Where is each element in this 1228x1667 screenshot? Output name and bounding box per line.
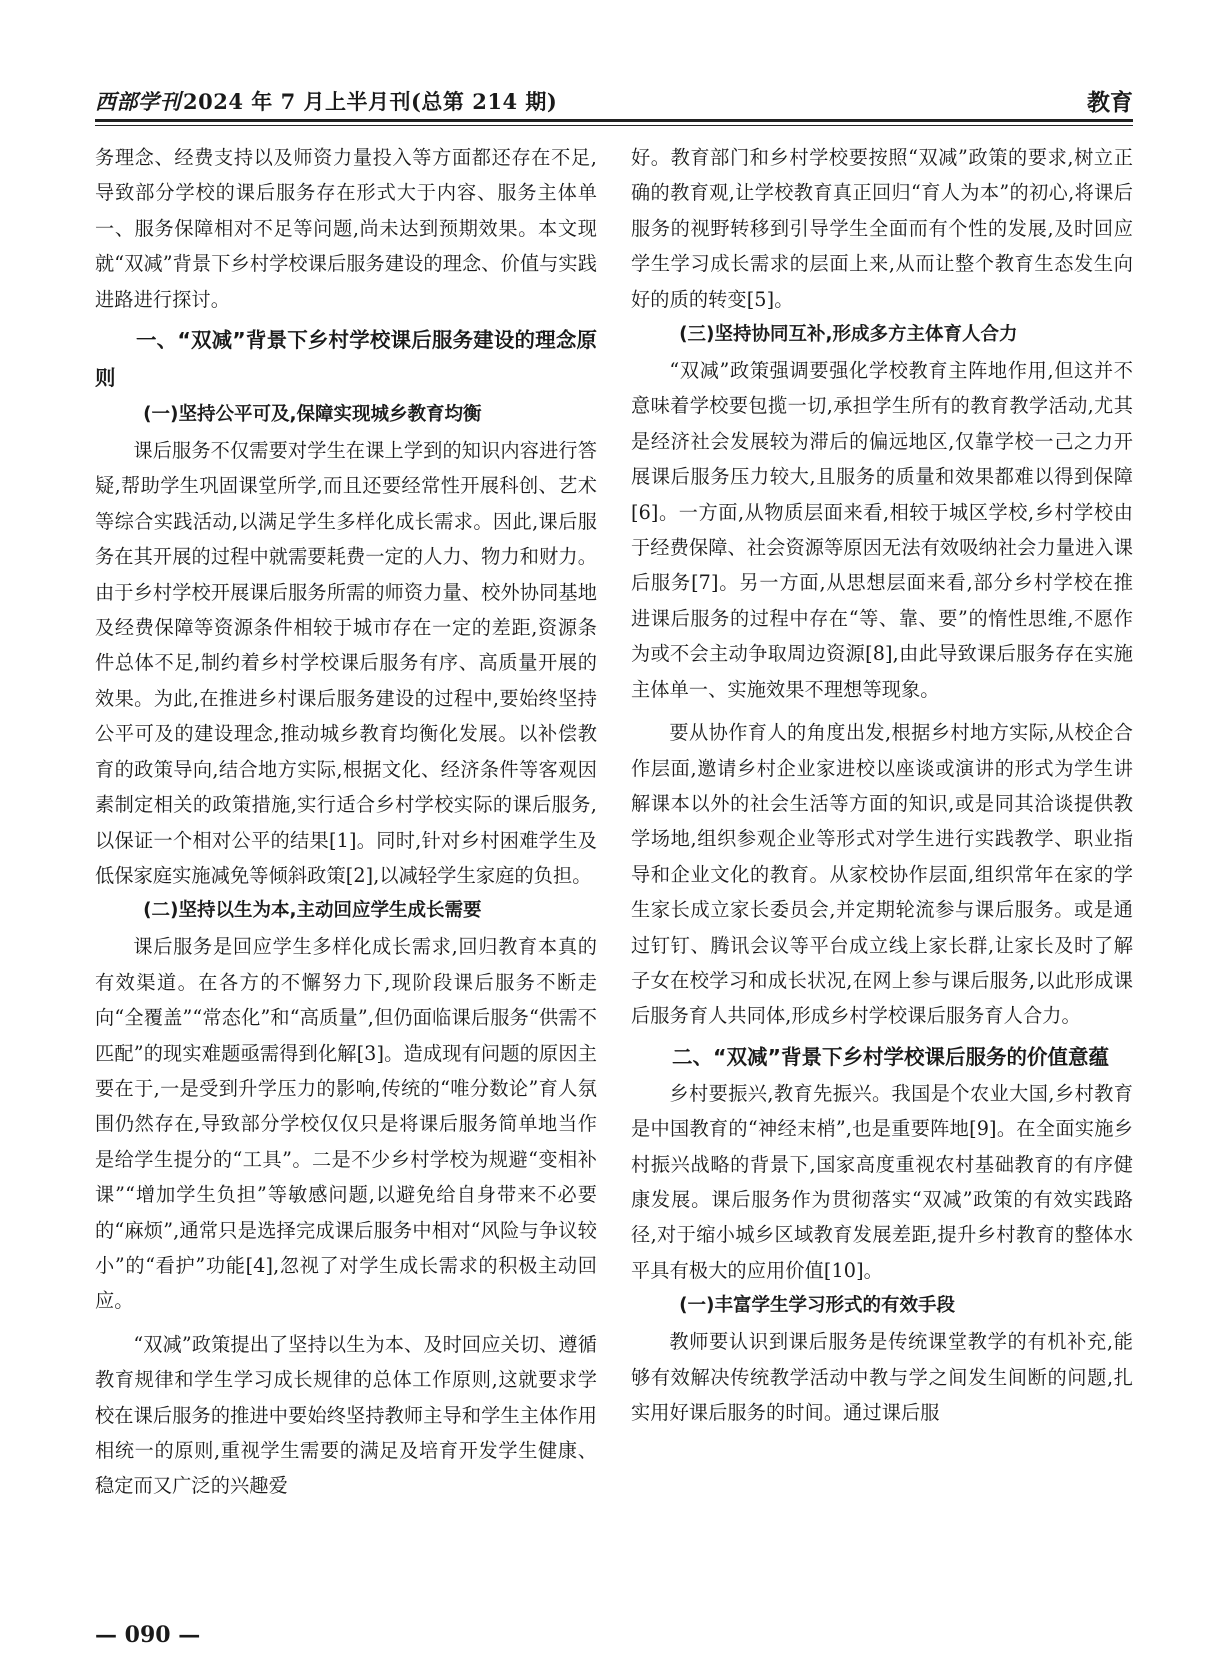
page-number: — 090 — xyxy=(95,1622,201,1648)
paragraph-intro: 务理念、经费支持以及师资力量投入等方面都还存在不足,导致部分学校的课后服务存在形式大于内容、服务主体单一、服务保障相对不足等问题,尚未达到预期效果。本文现就“双减”背景下乡村学校课后服务建设的理念、价值与实践进路进行探讨。 xyxy=(95,146,597,311)
paragraph-continued: 好。教育部门和乡村学校要按照“双减”政策的要求,树立正确的教育观,让学校教育真正回归“育人为本”的初心,将课后服务的视野转移到引导学生全面而有个性的发展,及时回应学生学习成长需求的层面上来,从而让整个教育生态发生向好的质的转变[5]。 xyxy=(631,146,1133,311)
journal-issue-line xyxy=(95,86,557,116)
journal-logo: 西部学刊 xyxy=(95,89,181,114)
paragraph: 课后服务是回应学生多样化成长需求,回归教育本真的有效渠道。在各方的不懈努力下,现阶段课后服务不断走向“全覆盖”“常态化”和“高质量”,但仍面临课后服务“供需不匹配”的现实难题亟需得到化解[3]。造成现有问题的原因主要在于,一是受到升学压力的影响,传统的“唯分数论”育人氛围仍然存在,导致部分学校仅仅只是将课后服务简单地当作是给学生提分的“工具”。二是不少乡村学校为规避“变相补课”“增加学生负担”等敏感问题,以避免给自身带来不必要的“麻烦”,通常只是选择完成课后服务中相对“风险与争议较小”的“看护”功能[4],忽视了对学生成长需求的积极主动回应。 xyxy=(95,935,597,1313)
section-heading-2: 二、“双减”背景下乡村学校课后服务的价值意蕴 xyxy=(672,1044,1109,1069)
left-column xyxy=(95,140,597,1610)
subheading-2-1: (一)丰富学生学习形式的有效手段 xyxy=(679,1295,956,1317)
paragraph: 教师要认识到课后服务是传统课堂教学的有机补充,能够有效解决传统教学活动中教与学之间发生间断的问题,扎实用好课后服务的时间。通过课后服 xyxy=(631,1330,1133,1424)
paragraph: “双减”政策强调要强化学校教育主阵地作用,但这并不意味着学校要包揽一切,承担学生所有的教育教学活动,尤其是经济社会发展较为滞后的偏远地区,仅靠学校一己之力开展课后服务压力较大,且服务的质量和效果都难以得到保障[6]。一方面,从物质层面来看,相较于城区学校,乡村学校由于经费保障、社会资源等原因无法有效吸纳社会力量进入课后服务[7]。另一方面,从思想层面来看,部分乡村学校在推进课后服务的过程中存在“等、靠、要”的惰性思维,不愿作为或不会主动争取周边资源[8],由此导致课后服务存在实施主体单一、实施效果不理想等现象。 xyxy=(631,359,1133,701)
header-rule-thick xyxy=(95,119,1133,122)
section-heading-1: 一、“双减”背景下乡村学校课后服务建设的理念原则 xyxy=(95,328,597,391)
right-column xyxy=(631,140,1133,1610)
subheading-1-2: (二)坚持以生为本,主动回应学生成长需要 xyxy=(143,900,482,922)
issue-info: 2024 年 7 月上半月刊(总第 214 期) xyxy=(183,89,558,114)
header-rule-thin xyxy=(95,125,1133,126)
paragraph: 课后服务不仅需要对学生在课上学到的知识内容进行答疑,帮助学生巩固课堂所学,而且还要经常性开展科创、艺术等综合实践活动,以满足学生多样化成长需求。因此,课后服务在其开展的过程中就需要耗费一定的人力、物力和财力。由于乡村学校开展课后服务所需的师资力量、校外协同基地及经费保障等资源条件相较于城市存在一定的差距,资源条件总体不足,制约着乡村学校课后服务有序、高质量开展的效果。为此,在推进乡村课后服务建设的过程中,要始终坚持公平可及的建设理念,推动城乡教育均衡化发展。以补偿教育的政策导向,结合地方实际,根据文化、经济条件等客观因素制定相关的政策措施,实行适合乡村学校实际的课后服务,以保证一个相对公平的结果[1]。同时,针对乡村困难学生及低保家庭实施减免等倾斜政策[2],以减轻学生家庭的负担。 xyxy=(95,439,597,887)
paragraph: “双减”政策提出了坚持以生为本、及时回应关切、遵循教育规律和学生学习成长规律的总体工作原则,这就要求学校在课后服务的推进中要始终坚持教师主导和学生主体作用相统一的原则,重视学生需要的满足及培育开发学生健康、稳定而又广泛的兴趣爱 xyxy=(95,1332,597,1498)
subheading-1-3: (三)坚持协同互补,形成多方主体育人合力 xyxy=(679,324,1018,346)
paragraph: 乡村要振兴,教育先振兴。我国是个农业大国,乡村教育是中国教育的“神经末梢”,也是重要阵地[9]。在全面实施乡村振兴战略的背景下,国家高度重视农村基础教育的有序健康发展。课后服务作为贯彻落实“双减”政策的有效实践路径,对于缩小城乡区域教育发展差距,提升乡村教育的整体水平具有极大的应用价值[10]。 xyxy=(631,1081,1133,1282)
section-title: 教育 xyxy=(1087,90,1133,116)
paragraph: 要从协作育人的角度出发,根据乡村地方实际,从校企合作层面,邀请乡村企业家进校以座谈或演讲的形式为学生讲解课本以外的社会生活等方面的知识,或是同其洽谈提供教学场地,组织参观企业等形式对学生进行实践教学、职业指导和企业文化的教育。从家校协作层面,组织常年在家的学生家长成立家长委员会,并定期轮流参与课后服务。或是通过钉钉、腾讯会议等平台成立线上家长群,让家长及时了解子女在校学习和成长状况,在网上参与课后服务,以此形成课后服务育人共同体,形成乡村学校课后服务育人合力。 xyxy=(631,721,1133,1028)
running-header xyxy=(95,84,1133,118)
subheading-1-1: (一)坚持公平可及,保障实现城乡教育均衡 xyxy=(143,404,482,426)
